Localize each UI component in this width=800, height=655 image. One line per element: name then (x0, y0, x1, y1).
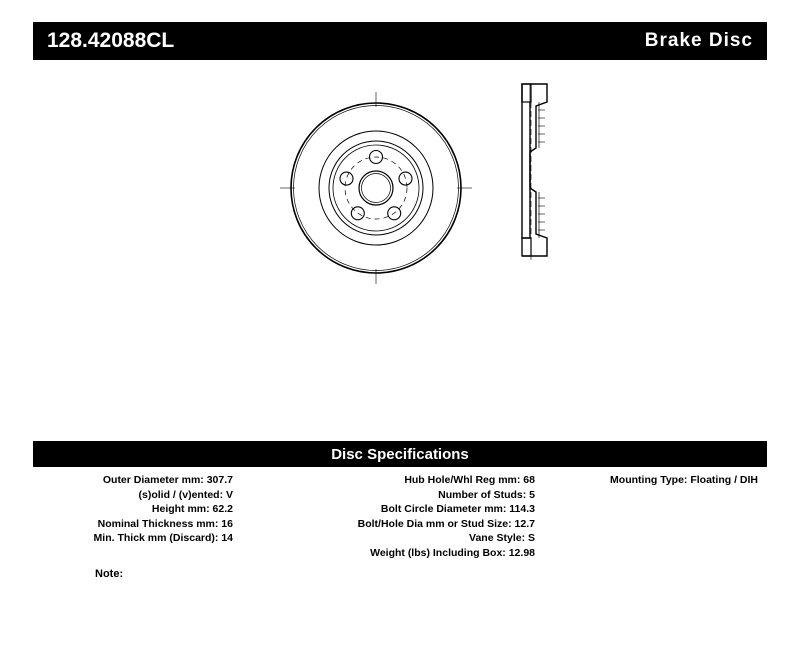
spec-item: Vane Style: S (469, 532, 535, 544)
spec-item: Nominal Thickness mm: 16 (97, 517, 233, 530)
header-bar (33, 22, 767, 60)
technical-drawing (33, 70, 767, 430)
spec-column-middle (255, 473, 535, 560)
spec-column-right (557, 473, 767, 560)
spec-item: Mounting Type: Floating / DIH (610, 474, 758, 486)
spec-item: Height mm: 62.2 (151, 503, 233, 515)
product-type-label: Brake Disc (644, 30, 753, 51)
note-row (33, 568, 767, 580)
spec-item: Outer Diameter mm: 307.7 (102, 474, 233, 486)
spec-item: Bolt Circle Diameter mm: 114.3 (380, 503, 535, 515)
spec-column-left (33, 473, 233, 560)
spec-item: Number of Studs: 5 (438, 488, 535, 501)
rotor-edge-view (522, 84, 547, 260)
spec-item: Weight (lbs) Including Box: 12.98 (370, 546, 535, 559)
spec-item: (s)olid / (v)ented: V (138, 488, 233, 501)
note-label: Note: (95, 568, 124, 580)
spec-title: Disc Specifications (331, 445, 469, 463)
spec-columns (33, 473, 767, 560)
spec-title-bar (33, 441, 767, 467)
part-number: 128.42088CL (47, 29, 175, 52)
spec-item: Bolt/Hole Dia mm or Stud Size: 12.7 (357, 517, 535, 530)
rotor-face-view (280, 92, 472, 284)
spec-item: Hub Hole/Whl Reg mm: 68 (404, 474, 535, 486)
spec-item: Min. Thick mm (Discard): 14 (93, 532, 233, 544)
